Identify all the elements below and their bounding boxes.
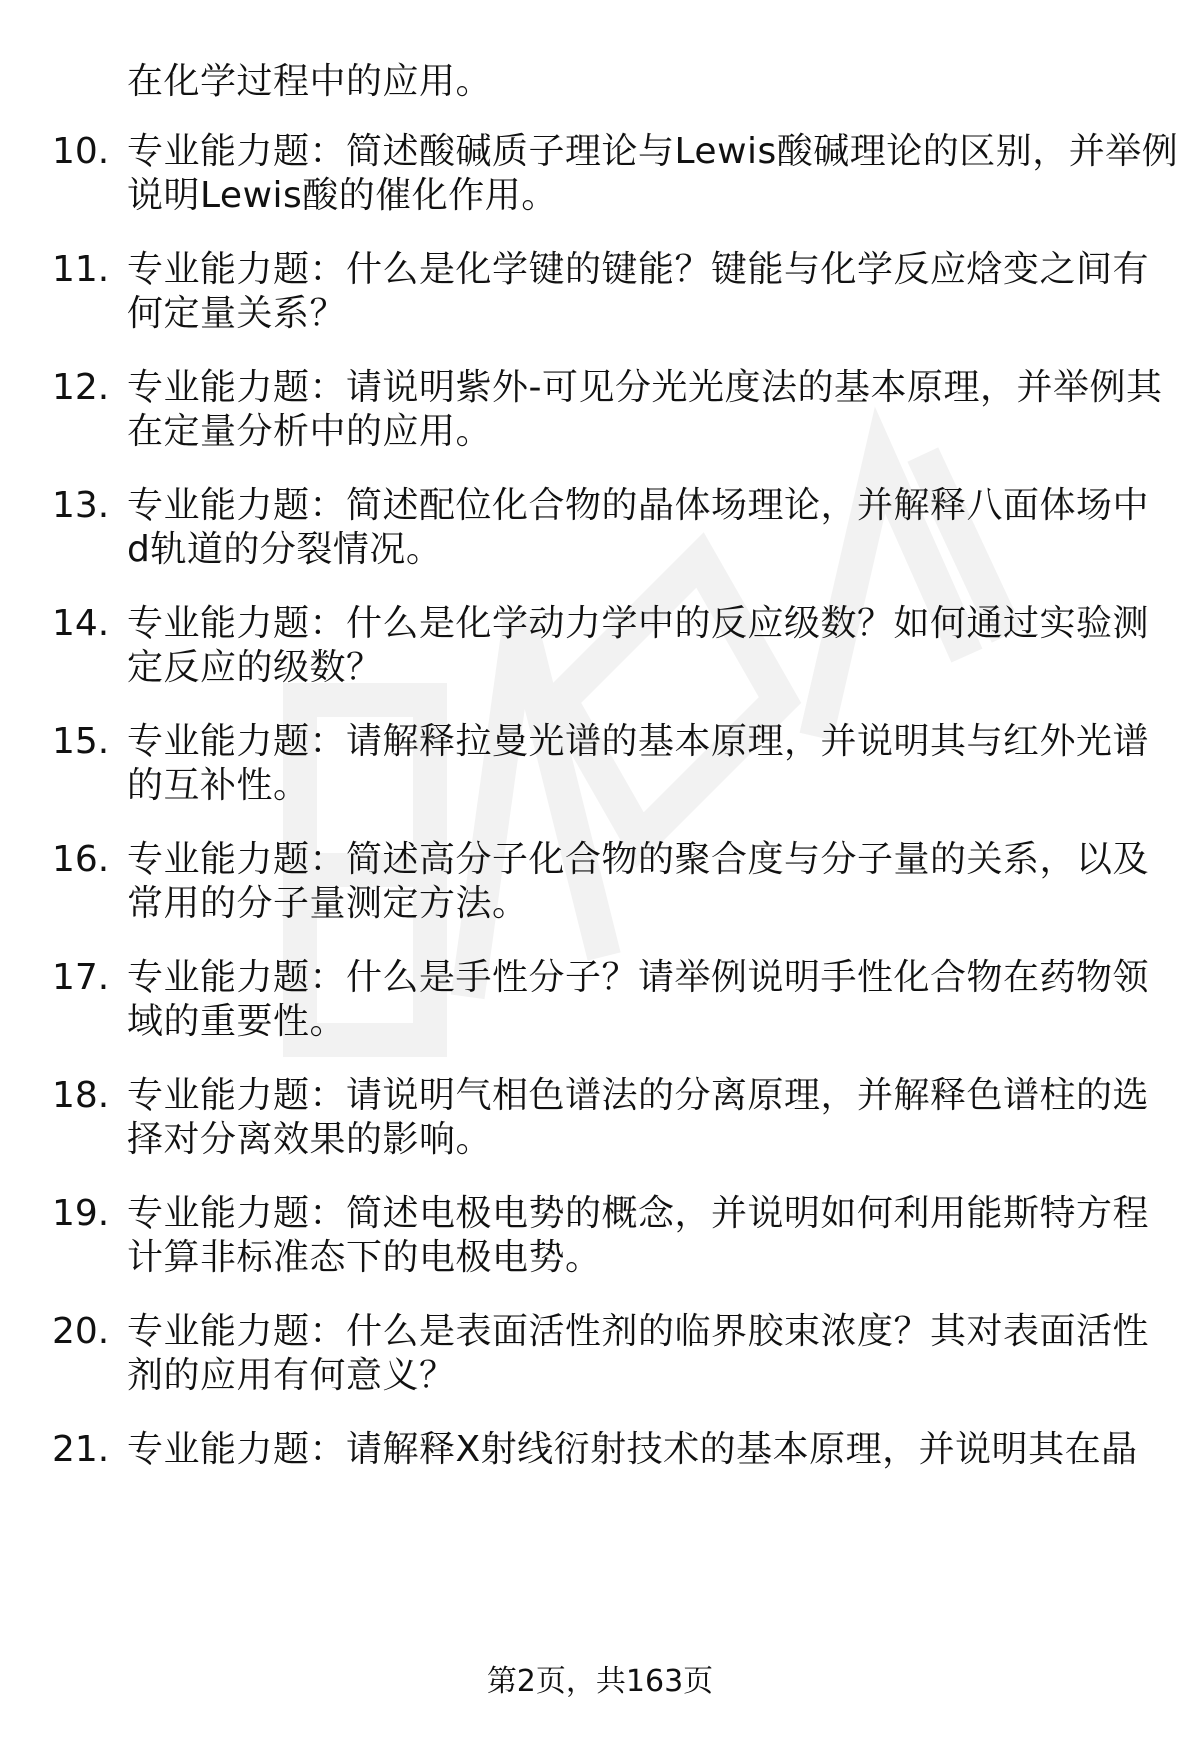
item-number: 10. — [52, 131, 110, 172]
item-line: 专业能力题：简述电极电势的概念，并说明如何利用能斯特方程 — [127, 1193, 1150, 1234]
item-number: 13. — [52, 485, 110, 526]
item-number: 20. — [52, 1311, 110, 1352]
item-line: 专业能力题：简述酸碱质子理论与Lewis酸碱理论的区别，并举例 — [127, 131, 1179, 172]
item-line: 专业能力题：什么是化学动力学中的反应级数？如何通过实验测 — [127, 603, 1150, 644]
item-line: 在定量分析中的应用。 — [127, 411, 493, 452]
item-number: 17. — [52, 957, 110, 998]
item-line: 专业能力题：什么是化学键的键能？键能与化学反应焓变之间有 — [127, 249, 1150, 290]
item-line: 专业能力题：请解释拉曼光谱的基本原理，并说明其与红外光谱 — [127, 721, 1150, 762]
item-line: 计算非标准态下的电极电势。 — [127, 1237, 602, 1278]
item-line: 何定量关系？ — [127, 293, 347, 334]
item-line: 的互补性。 — [127, 765, 310, 806]
item-number: 16. — [52, 839, 110, 880]
item-number: 19. — [52, 1193, 110, 1234]
item-line: 域的重要性。 — [127, 1001, 347, 1042]
item-number: 14. — [52, 603, 110, 644]
item-line: d轨道的分裂情况。 — [127, 529, 443, 570]
item-number: 12. — [52, 367, 110, 408]
item-line: 专业能力题：什么是手性分子？请举例说明手性化合物在药物领 — [127, 957, 1150, 998]
item-number: 11. — [52, 249, 110, 290]
item-line: 专业能力题：请说明紫外-可见分光光度法的基本原理，并举例其 — [127, 367, 1163, 408]
item-line: 专业能力题：什么是表面活性剂的临界胶束浓度？其对表面活性 — [127, 1311, 1150, 1352]
item-line: 定反应的级数？ — [127, 647, 383, 688]
item-line: 专业能力题：简述配位化合物的晶体场理论，并解释八面体场中 — [127, 485, 1150, 526]
item-line: 专业能力题：请说明气相色谱法的分离原理，并解释色谱柱的选 — [127, 1075, 1150, 1116]
item-number: 15. — [52, 721, 110, 762]
item-number: 21. — [52, 1429, 110, 1470]
item-line: 专业能力题：简述高分子化合物的聚合度与分子量的关系，以及 — [127, 839, 1150, 880]
item-line: 择对分离效果的影响。 — [127, 1119, 493, 1160]
page-footer: 第2页，共163页 — [486, 1664, 714, 1699]
item-line: 说明Lewis酸的催化作用。 — [127, 175, 558, 216]
item-line: 专业能力题：请解释X射线衍射技术的基本原理，并说明其在晶 — [127, 1429, 1138, 1470]
continuation-line: 在化学过程中的应用。 — [127, 61, 493, 102]
item-number: 18. — [52, 1075, 110, 1116]
item-line: 剂的应用有何意义？ — [127, 1355, 456, 1396]
item-line: 常用的分子量测定方法。 — [127, 883, 529, 924]
